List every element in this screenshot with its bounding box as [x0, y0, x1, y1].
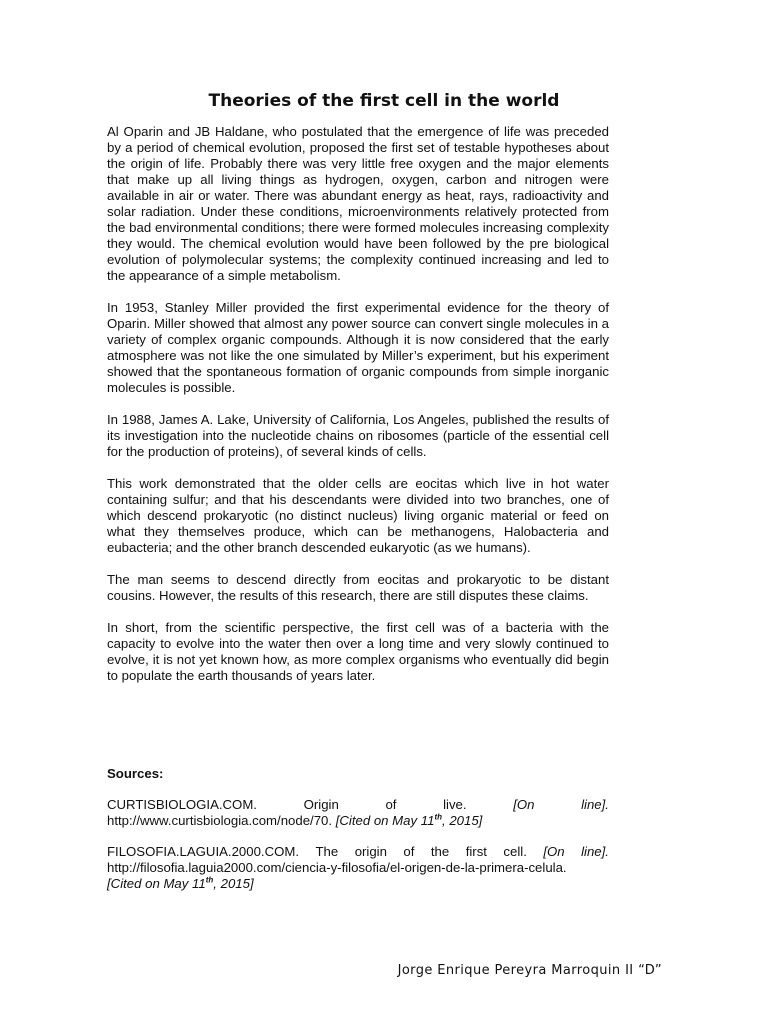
- body-text: [107, 124, 609, 700]
- cited-superscript: th: [434, 812, 442, 822]
- source-cited-date: [107, 876, 254, 891]
- cited-prefix: [Cited on May 11: [335, 813, 435, 828]
- source-cited-line: [107, 876, 609, 892]
- paragraph-cousins: The man seems to descend directly from eocitas and prokaryotic to be distant cousins. However, the results of this research, there are still disputes these claims.: [107, 572, 609, 603]
- source-word: of: [385, 797, 397, 812]
- source-entry-filosofia: [107, 844, 609, 892]
- page-title: Theories of the first cell in the world: [208, 91, 560, 111]
- source-word: live.: [443, 797, 467, 812]
- source-online-marker: [On: [513, 797, 535, 812]
- source-site-name: FILOSOFIA.LAGUIA.2000.COM.: [107, 844, 300, 859]
- paragraph-miller: In 1953, Stanley Miller provided the first experimental evidence for the theory of Oparin. Miller showed that almost any power source can convert single molecules in a variety of complex organic compounds. Although it is now considered that the early atmosphere was not like the one simulated by Miller’s experiment, but his experiment showed that the spontaneous formation of organic compounds from simple inorganic molecules is possible.: [107, 300, 609, 395]
- cited-suffix: , 2015]: [442, 813, 483, 828]
- source-online-marker: [On: [543, 844, 565, 859]
- source-site-name: CURTISBIOLOGIA.COM.: [107, 797, 257, 812]
- sources-heading: Sources:: [107, 766, 164, 781]
- source-word: The: [315, 844, 339, 859]
- source-online-marker: line].: [581, 797, 609, 812]
- source-word: Origin: [303, 797, 339, 812]
- paragraph-conclusion: In short, from the scientific perspective, the first cell was of a bacteria with the capacity to evolve into the water then over a long time and very slowly continued to evolve, it is not yet known how, as more complex organisms who eventually did begin to populate the earth thousands of years later.: [107, 620, 609, 683]
- source-citation-line: [107, 797, 609, 813]
- source-citation-line: [107, 844, 609, 860]
- source-entry-curtisbiologia: [107, 797, 609, 829]
- cited-suffix: , 2015]: [213, 876, 254, 891]
- paragraph-oparin-haldane: Al Oparin and JB Haldane, who postulated that the emergence of life was preceded by a period of chemical evolution, proposed the first set of testable hypotheses about the origin of life. Probably there was very little free oxygen and the major elements that make up all living things as hydrogen, oxygen, carbon and nitrogen were available in air or water. There was abundant energy as heat, rays, radioactivity and solar radiation. Under these conditions, microenvironments relatively protected from the bad environmental conditions; there were formed molecules increasing complexity they would. The chemical evolution would have been followed by the pre biological evolution of polymolecular systems; the complexity continued increasing and led to the appearance of a simple metabolism.: [107, 124, 609, 283]
- source-online-marker: line].: [581, 844, 609, 859]
- source-word: cell.: [503, 844, 527, 859]
- source-url-line: [107, 813, 609, 829]
- source-url[interactable]: http://www.curtisbiologia.com/node/70.: [107, 813, 333, 828]
- author-footer: Jorge Enrique Pereyra Marroquin II “D”: [397, 963, 662, 978]
- source-word: first: [465, 844, 487, 859]
- cited-prefix: [Cited on May 11: [107, 876, 206, 891]
- source-cited-date: [336, 813, 483, 828]
- source-word: of: [403, 844, 415, 859]
- cited-superscript: th: [205, 875, 214, 885]
- paragraph-eocitas: This work demonstrated that the older cells are eocitas which live in hot water containing sulfur; and that his descendants were divided into two branches, one of which descend prokaryotic (no distinct nucleus) living organic material or feed on what they themselves produce, which can be methanogens, Halobacteria and eubacteria; and the other branch descended eukaryotic (as we humans).: [107, 476, 609, 555]
- source-word: origin: [354, 844, 387, 859]
- source-word: the: [430, 844, 450, 859]
- paragraph-lake: In 1988, James A. Lake, University of California, Los Angeles, published the results of its investigation into the nucleotide chains on ribosomes (particle of the essential cell for the production of proteins), of several kinds of cells.: [107, 412, 609, 459]
- source-url[interactable]: http://filosofia.laguia2000.com/ciencia-y-filosofia/el-origen-de-la-primera-celula.: [107, 860, 567, 875]
